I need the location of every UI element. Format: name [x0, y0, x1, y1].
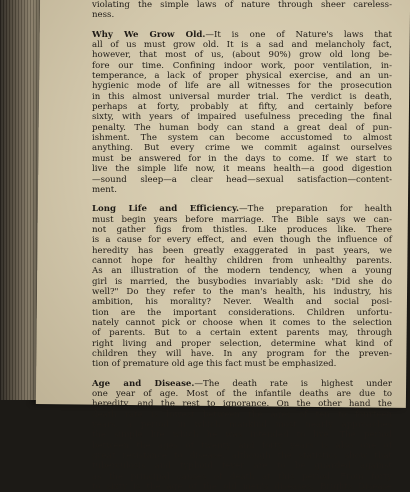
- text-line: perhaps at forty, probably at fifty, and certainly before: [92, 102, 392, 113]
- text-line: ness.: [92, 10, 115, 21]
- text-line: —sound sleep—a clear head—sexual satisfaction—content-: [92, 174, 392, 185]
- section-heading: Why We Grow Old.: [92, 29, 206, 40]
- text-line: as the principal causes of death at this period. From forty: [92, 471, 392, 482]
- text-line: fore our time. Confining indoor work, poor ventilation, in-: [92, 60, 392, 71]
- text-line: well?" Do they refer to the man's health, his industry, his: [92, 286, 392, 297]
- text-line: ambition, his morality? Never. Wealth and social posi-: [92, 297, 392, 308]
- text-line: ment.: [92, 184, 117, 195]
- text-line: ishment. The system can become accustomed to almost: [92, 133, 392, 144]
- text-line: As an illustration of the modern tendency, when a young: [92, 266, 392, 277]
- section-age-and-disease: [92, 379, 392, 492]
- text-line: anything. But every crime we commit against ourselves: [92, 143, 392, 154]
- text-line: of parents. But to a certain extent parents may, through: [92, 328, 392, 339]
- text-line: not gather figs from thistles. Like produces like. There: [92, 224, 392, 235]
- text-line: the simple life which he was intended to live. The period: [92, 430, 392, 441]
- text-line: is a cause for every effect, and even though the influence of: [92, 235, 392, 246]
- section-long-life-and-efficiency: [92, 204, 392, 370]
- text-line: death rate is lowest between the ages of ten to fourteen: [92, 409, 392, 420]
- text-line: sixty, with years of impaired usefulness preceding the final: [92, 112, 392, 123]
- text-line: tion are the important considerations. Children unfortu-: [92, 307, 392, 318]
- text-line: in this almost universal murder trial. The verdict is death,: [92, 91, 392, 102]
- text-line: all of us must grow old. It is a sad and melancholy fact,: [92, 40, 392, 51]
- text-line: cannot hope for healthy children from unhealthy parents.: [92, 255, 392, 266]
- text-line: between the ages of twenty and forty years is also one of: [92, 440, 392, 451]
- text-line: nately cannot pick or choose when it comes to the selection: [92, 317, 392, 328]
- text-line: to sixty is the age of the old men's diseases, Brights Disease: [92, 482, 392, 492]
- text-line: —It is one of Nature's laws that: [205, 29, 392, 40]
- top-paragraph: [92, 0, 392, 21]
- section-why-we-grow-old: [92, 30, 392, 196]
- text-line: great resistance to disease, although the statistics show that: [92, 451, 392, 462]
- text-line: penalty. The human body can stand a great deal of pun-: [92, 122, 392, 133]
- text-line: however, that most of us, (about 90%) grow old long be-: [92, 50, 392, 61]
- text-line: heredity has been greatly exaggerated in past years, we: [92, 245, 392, 256]
- text-line: violating the simple laws of nature through sheer careless-: [92, 0, 392, 10]
- text-line: tion of premature old age this fact must be emphasized.: [92, 359, 337, 370]
- text-line: —The preparation for health: [239, 204, 392, 215]
- text-line: years, a period in which mankind most nearly approaches: [92, 420, 392, 431]
- text-line: temperance, a lack of proper physical exercise, and an un-: [92, 71, 392, 82]
- text-line: must be answered for in the days to come. If we start to: [92, 153, 392, 164]
- text-line: —The death rate is highest under: [194, 378, 392, 389]
- text-line: one year of age. Most of the infantile deaths are due to: [92, 389, 392, 400]
- text-line: children they will have. In any program for the preven-: [92, 349, 392, 359]
- text-line: live the simple life now, it means health—a good digestion: [92, 164, 392, 175]
- text-line: hygienic mode of life are all witnesses for the prosecution: [92, 81, 392, 92]
- text-line: tuberculosis and typhoid fever are to be guarded against: [92, 461, 392, 472]
- section-heading: Age and Disease.: [92, 378, 195, 389]
- text-line: heredity, and the rest to ignorance. On the other hand the: [92, 399, 392, 410]
- text-line: girl is married, the busybodies invariably ask: "Did she do: [92, 276, 392, 287]
- section-heading: Long Life and Efficiency.: [92, 204, 240, 215]
- page-text: [92, 0, 392, 492]
- text-line: must begin years before marriage. The Bible says we can-: [92, 214, 392, 225]
- text-line: right living and proper selection, determine what kind of: [92, 338, 392, 349]
